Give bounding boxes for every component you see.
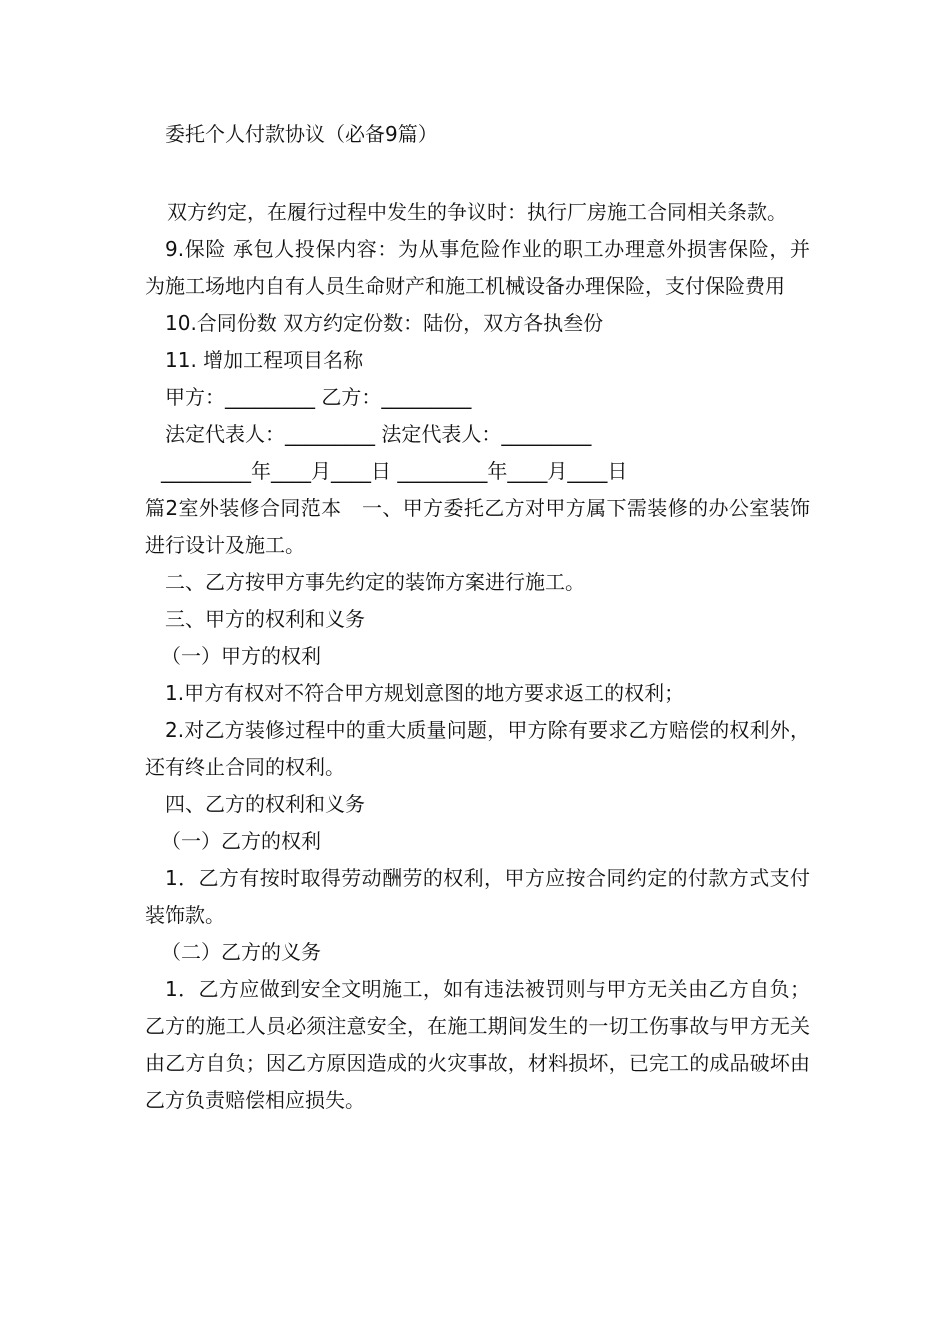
- paragraph-dispute-clause: 双方约定，在履行过程中发生的争议时：执行厂房施工合同相关条款。: [167, 200, 787, 224]
- paragraph-legal-representatives: 法定代表人：_________ 法定代表人：_________: [165, 422, 592, 446]
- paragraph-party-a-right-1: 1.甲方有权对不符合甲方规划意图的地方要求返工的权利；: [165, 681, 685, 705]
- paragraph-party-b-obligation-1: 1．乙方应做到安全文明施工，如有违法被罚则与甲方无关由乙方自负；乙方的施工人员必须注意安全，在施工期间发生的一切工伤事故与甲方无关由乙方自负；因乙方原因造成的火灾事故，材料损坏，已完工的成品破坏由乙方负责赔偿相应损失。: [145, 977, 810, 1112]
- paragraph-section-three-heading: 三、甲方的权利和义务: [165, 607, 365, 631]
- paragraph-party-signatures: 甲方：_________ 乙方：_________: [165, 385, 472, 409]
- paragraph-section-two: 二、乙方按甲方事先约定的装饰方案进行施工。: [165, 570, 585, 594]
- paragraph-party-b-obligations-heading: （二）乙方的义务: [161, 940, 321, 964]
- paragraph-party-a-right-2: 2.对乙方装修过程中的重大质量问题，甲方除有要求乙方赔偿的权利外，还有终止合同的权利。: [145, 718, 810, 779]
- paragraph-party-b-rights-heading: （一）乙方的权利: [161, 829, 321, 853]
- document-body: [145, 194, 810, 1119]
- paragraph-copies: 10.合同份数 双方约定份数：陆份，双方各执叁份: [165, 311, 604, 335]
- paragraph-dates: _________年____月____日 _________年____月____日: [161, 459, 628, 483]
- paragraph-insurance: 9.保险 承包人投保内容：为从事危险作业的职工办理意外损害保险，并为施工场地内自有人员生命财产和施工机械设备办理保险，支付保险费用: [145, 237, 810, 298]
- document-title: 委托个人付款协议（必备9篇）: [165, 122, 438, 146]
- paragraph-party-b-right-1: 1．乙方有按时取得劳动酬劳的权利，甲方应按合同约定的付款方式支付装饰款。: [145, 866, 810, 927]
- paragraph-section-four-heading: 四、乙方的权利和义务: [165, 792, 365, 816]
- paragraph-section2-intro: 篇2室外装修合同范本 一、甲方委托乙方对甲方属下需装修的办公室装饰进行设计及施工。: [145, 496, 810, 557]
- paragraph-party-a-rights-heading: （一）甲方的权利: [161, 644, 321, 668]
- paragraph-additional-project: 11. 增加工程项目名称: [165, 348, 364, 372]
